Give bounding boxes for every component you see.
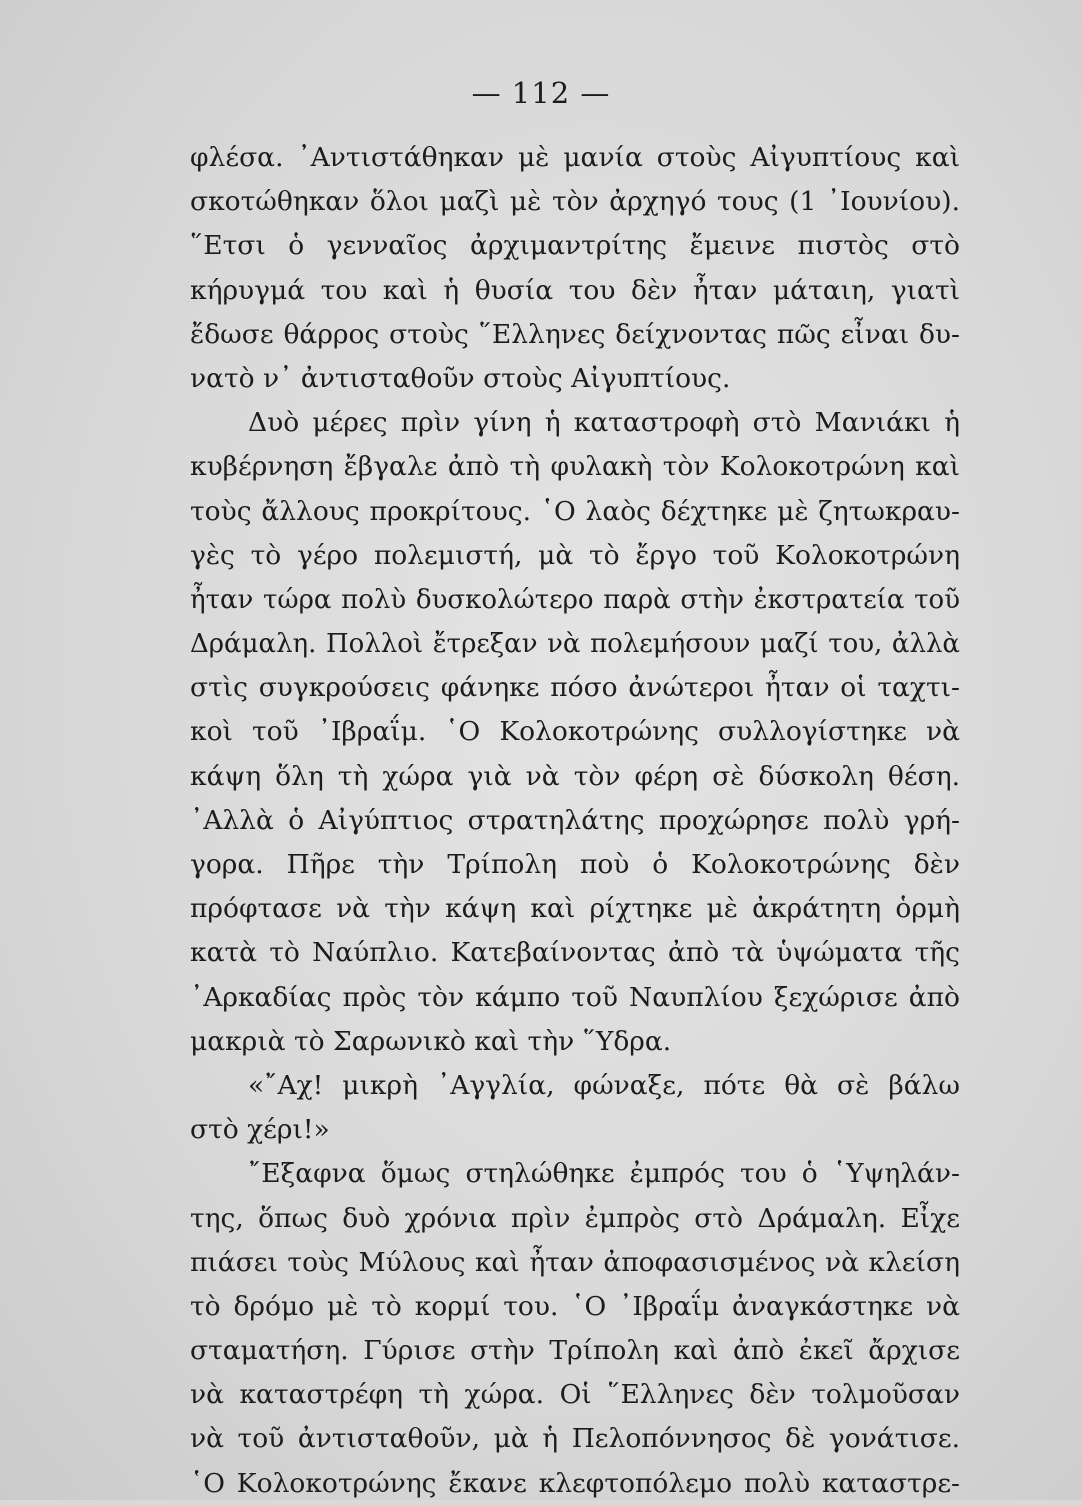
text-line: ᾿Αλλὰ ὁ Αἰγύπτιος στρατηλάτης προχώρησε πολὺ γρή- [190,804,960,836]
text-line: ἔδωσε θάρρος στοὺς ῞Ελληνες δείχνοντας πῶς εἶναι δυ- [190,318,960,350]
text-line: ῎Εξαφνα ὅμως στηλώθηκε ἐμπρός του ὁ ῾Υψηλάν- [248,1158,960,1190]
text-line: της, ὅπως δυὸ χρόνια πρὶν ἐμπρὸς στὸ Δράμαλη. Εἶχε [190,1202,960,1234]
page-number: — 112 — [471,76,611,110]
text-line: κάψη ὅλη τὴ χώρα γιὰ νὰ τὸν φέρη σὲ δύσκολη θέση. [190,760,960,792]
text-line: νὰ καταστρέφη τὴ χώρα. Οἱ ῞Ελληνες δὲν τολμοῦσαν [190,1379,960,1411]
text-line: ᾿Αρκαδίας πρὸς τὸν κάμπο τοῦ Ναυπλίου ξεχώρισε ἀπὸ [190,981,960,1013]
text-line: γορα. Πῆρε τὴν Τρίπολη ποὺ ὁ Κολοκοτρώνης δὲν [190,849,960,880]
text-line: κήρυγμά του καὶ ἡ θυσία του δὲν ἦταν μάταιη, γιατὶ [190,274,960,306]
text-line: νὰ τοῦ ἀντισταθοῦν, μὰ ἡ Πελοπόννησος δὲ γονάτισε. [190,1423,960,1455]
text-line: σκοτώθηκαν ὅλοι μαζὶ μὲ τὸν ἀρχηγό τους (1 ᾿Ιουνίου). [190,186,960,218]
text-line: τοὺς ἄλλους προκρίτους. ῾Ο λαὸς δέχτηκε μὲ ζητωκραυ- [190,495,960,527]
text-line: Δυὸ μέρες πρὶν γίνη ἡ καταστροφὴ στὸ Μανιάκι ἡ [248,407,960,439]
text-line: κοὶ τοῦ ᾿Ιβραΐμ. ῾Ο Κολοκοτρώνης συλλογίστηκε νὰ [190,716,960,748]
text-line: γὲς τὸ γέρο πολεμιστή, μὰ τὸ ἔργο τοῦ Κολοκοτρώνη [190,539,960,571]
text-line: στὸ χέρι!» [190,1114,330,1146]
text-line: πιάσει τοὺς Μύλους καὶ ἦταν ἀποφασισμένος νὰ κλείση [190,1246,960,1278]
text-line: «῎Αχ! μικρὴ ᾿Αγγλία, φώναξε, πότε θὰ σὲ βάλω [248,1069,960,1101]
text-line: κυβέρνηση ἔβγαλε ἀπὸ τὴ φυλακὴ τὸν Κολοκοτρώνη καὶ [190,451,960,483]
text-line: τὸ δρόμο μὲ τὸ κορμί του. ῾Ο ᾿Ιβραΐμ ἀναγκάστηκε νὰ [190,1290,960,1322]
text-line: Δράμαλη. Πολλοὶ ἔτρεξαν νὰ πολεμήσουν μαζί του, ἀλλὰ [190,629,960,660]
text-line: σταματήση. Γύρισε στὴν Τρίπολη καὶ ἀπὸ ἐκεῖ ἄρχισε [190,1335,960,1367]
text-line: φλέσα. ᾿Αντιστάθηκαν μὲ μανία στοὺς Αἰγυπτίους καὶ [190,142,960,173]
text-line: πρόφτασε νὰ τὴν κάψη καὶ ρίχτηκε μὲ ἀκράτητη ὁρμὴ [190,893,960,925]
text-line: νατὸ ν᾿ ἀντισταθοῦν στοὺς Αἰγυπτίους. [190,362,731,394]
text-line: ῾Ο Κολοκοτρώνης ἔκανε κλεφτοπόλεμο πολὺ καταστρε- [190,1467,960,1499]
text-line: ἦταν τώρα πολὺ δυσκολώτερο παρὰ στὴν ἐκστρατεία τοῦ [190,584,960,615]
text-line: ῞Ετσι ὁ γενναῖος ἀρχιμαντρίτης ἔμεινε πιστὸς στὸ [190,230,960,262]
body-text [190,136,960,1506]
text-line: μακριὰ τὸ Σαρωνικὸ καὶ τὴν ῞Υδρα. [190,1025,672,1057]
text-line: κατὰ τὸ Ναύπλιο. Κατεβαίνοντας ἀπὸ τὰ ὑψώματα τῆς [190,937,960,969]
text-line: στὶς συγκρούσεις φάνηκε πόσο ἀνώτεροι ἦταν οἱ ταχτι- [190,672,960,704]
